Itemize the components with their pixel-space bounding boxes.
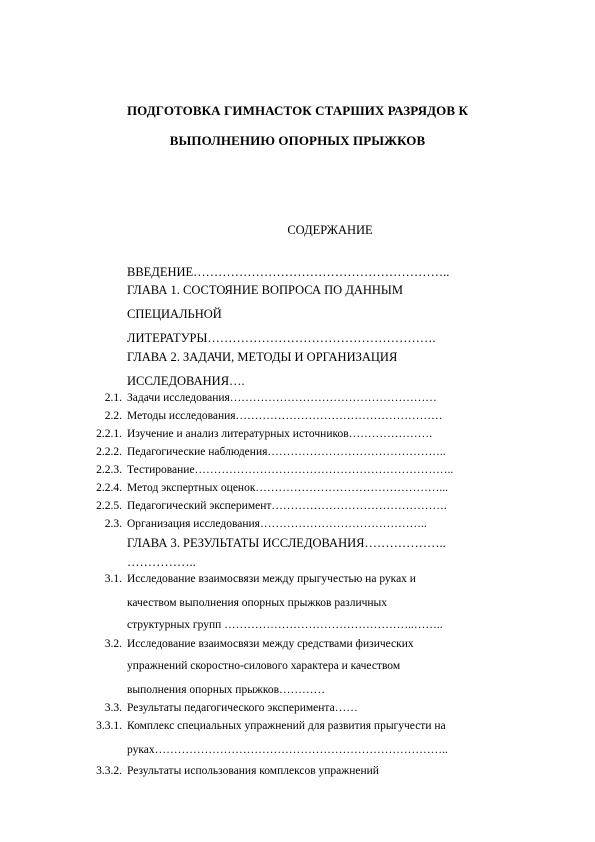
toc-number: 2.1. — [104, 392, 122, 404]
toc-entry: ГЛАВА 3. РЕЗУЛЬТАТЫ ИССЛЕДОВАНИЯ……………….. — [127, 536, 446, 550]
toc-entry: ГЛАВА 2. ЗАДАЧИ, МЕТОДЫ И ОРГАНИЗАЦИЯ — [127, 350, 398, 364]
toc-entry: руках………………………………………………………………….. — [127, 744, 448, 756]
toc-entry: упражнений скоростно-силового характера и качеством — [127, 660, 401, 672]
toc-entry: Результаты использования комплексов упражнений — [127, 765, 379, 777]
toc-entry: Организация исследования…………………………………….. — [127, 518, 427, 530]
toc-entry: Педагогические наблюдения……………………………………….. — [127, 446, 446, 458]
toc-entry: выполнения опорных прыжков………… — [127, 684, 326, 696]
toc-entry: Методы исследования……………………………………………… — [127, 410, 443, 422]
toc-entry: Исследование взаимосвязи между средствами физических — [127, 638, 414, 650]
toc-entry: Метод экспертных оценок…………………………………………... — [127, 482, 449, 494]
toc-entry: …………….. — [127, 555, 196, 569]
toc-number: 3.3. — [104, 702, 122, 714]
toc-entry: Тестирование………………………………………………………….. — [127, 464, 454, 476]
toc-number: 3.2. — [104, 638, 122, 650]
toc-entry: ЛИТЕРАТУРЫ………………………………………………. — [127, 331, 436, 345]
toc-entry: СПЕЦИАЛЬНОЙ — [127, 307, 222, 321]
toc-entry: ВВЕДЕНИЕ…………………………………………………….. — [127, 265, 450, 279]
toc-number: 2.2.4. — [96, 482, 122, 494]
toc-entry: Педагогический эксперимент………………………………………. — [127, 500, 447, 512]
toc-entry: Задачи исследования……………………………………………… — [127, 392, 437, 404]
toc-number: 2.2.5. — [96, 500, 122, 512]
toc-entry: Комплекс специальных упражнений для развития прыгучести на — [127, 720, 446, 732]
toc-entry: Исследование взаимосвязи между прыгучестью на руках и — [127, 573, 416, 585]
document-title-line-1: ПОДГОТОВКА ГИМНАСТОК СТАРШИХ РАЗРЯДОВ К — [126, 103, 469, 118]
toc-number: 3.3.2. — [96, 765, 122, 777]
toc-number: 3.1. — [104, 573, 122, 585]
contents-heading: СОДЕРЖАНИЕ — [287, 223, 373, 237]
toc-entry: ИССЛЕДОВАНИЯ…. — [127, 374, 245, 388]
toc-number: 2.2.1. — [96, 428, 122, 440]
toc-entry: Изучение и анализ литературных источников…………………. — [127, 428, 433, 440]
toc-number: 2.3. — [104, 518, 122, 530]
document-title-line-2: ВЫПОЛНЕНИЮ ОПОРНЫХ ПРЫЖКОВ — [169, 133, 426, 148]
toc-number: 3.3.1. — [96, 720, 122, 732]
toc-number: 2.2.3. — [96, 464, 122, 476]
toc-number: 2.2. — [104, 410, 122, 422]
toc-entry: ГЛАВА 1. СОСТОЯНИЕ ВОПРОСА ПО ДАННЫМ — [127, 283, 403, 297]
toc-entry: качеством выполнения опорных прыжков различных — [127, 597, 388, 609]
toc-entry: Результаты педагогического эксперимента…… — [127, 702, 358, 714]
toc-number: 2.2.2. — [96, 446, 122, 458]
toc-entry: структурных групп …………………………………………..…….. — [127, 619, 443, 631]
